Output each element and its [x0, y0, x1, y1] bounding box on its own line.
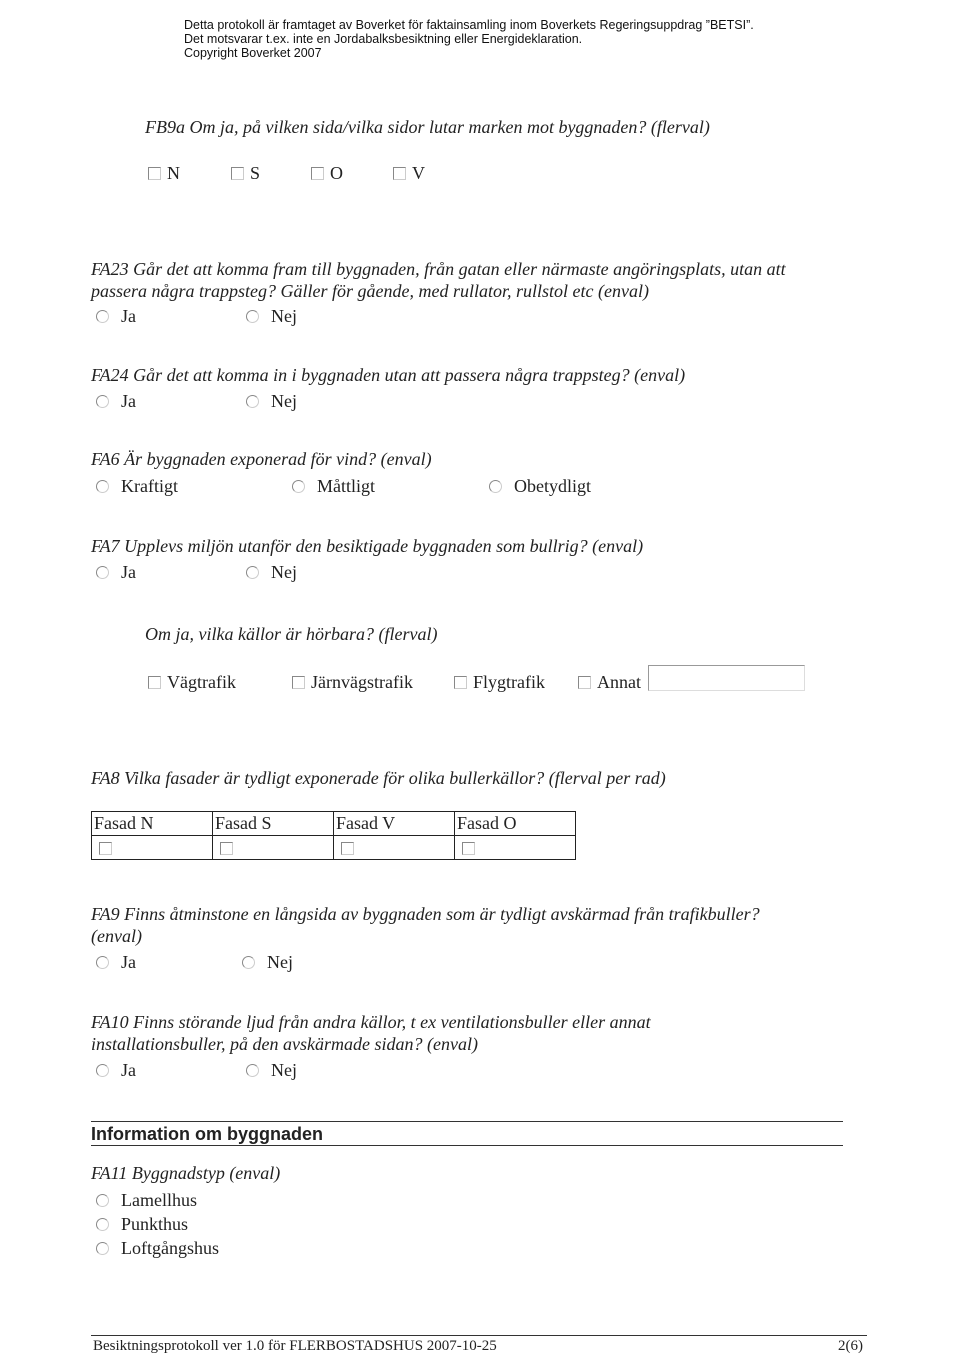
checkbox-icon[interactable]	[231, 167, 244, 180]
table-cell	[213, 836, 334, 860]
footer-rule	[91, 1335, 867, 1336]
radio-icon[interactable]	[96, 310, 109, 323]
fa24-question: FA24 Går det att komma in i byggnaden utan att passera några trappsteg? (enval)	[91, 365, 686, 385]
checkbox-icon[interactable]	[341, 842, 354, 855]
fa9-question-line-1: FA9 Finns åtminstone en långsida av byggnaden som är tydligt avskärmad från trafikbuller?	[91, 904, 760, 924]
fa6-question: FA6 Är byggnaden exponerad för vind? (enval)	[91, 449, 432, 469]
fa9-option-ja[interactable]: Ja	[96, 951, 136, 973]
checkbox-icon[interactable]	[462, 842, 475, 855]
radio-icon[interactable]	[246, 395, 259, 408]
table-cell	[334, 836, 455, 860]
fa7-other-text-field[interactable]	[648, 665, 805, 691]
table-cell	[455, 836, 576, 860]
fa7-option-nej[interactable]: Nej	[246, 561, 297, 583]
header-line-3: Copyright Boverket 2007	[184, 46, 322, 60]
fb9a-option-v[interactable]: V	[393, 162, 425, 184]
fa6-option-kraftigt[interactable]: Kraftigt	[96, 475, 178, 497]
fa9-question-line-2: (enval)	[91, 926, 142, 946]
radio-icon[interactable]	[96, 566, 109, 579]
fa11-option-lamellhus[interactable]: Lamellhus	[96, 1189, 197, 1211]
radio-icon[interactable]	[96, 1064, 109, 1077]
fa23-question-line-1: FA23 Går det att komma fram till byggnaden, från gatan eller närmaste angöringsplats, utan att	[91, 259, 786, 279]
section-title: Information om byggnaden	[91, 1124, 323, 1144]
fa10-option-ja[interactable]: Ja	[96, 1059, 136, 1081]
fa6-option-obetydligt[interactable]: Obetydligt	[489, 475, 591, 497]
checkbox-icon[interactable]	[220, 842, 233, 855]
radio-icon[interactable]	[242, 956, 255, 969]
fa7-source-vagtrafik[interactable]: Vägtrafik	[148, 671, 236, 693]
checkbox-icon[interactable]	[454, 676, 467, 689]
footer-left: Besiktningsprotokoll ver 1.0 för FLERBOSTADSHUS 2007-10-25	[93, 1338, 497, 1354]
header-line-2: Det motsvarar t.ex. inte en Jordabalksbesiktning eller Energideklaration.	[184, 32, 583, 46]
fa7-source-jarnvagstrafik[interactable]: Järnvägstrafik	[292, 671, 413, 693]
fa7-sub-question: Om ja, vilka källor är hörbara? (flerval)	[145, 624, 438, 644]
fa11-question: FA11 Byggnadstyp (enval)	[91, 1163, 281, 1183]
fa10-question-line-1: FA10 Finns störande ljud från andra källor, t ex ventilationsbuller eller annat	[91, 1012, 651, 1032]
checkbox-icon[interactable]	[148, 167, 161, 180]
checkbox-icon[interactable]	[578, 676, 591, 689]
radio-icon[interactable]	[489, 480, 502, 493]
fa6-option-mattligt[interactable]: Måttligt	[292, 475, 375, 497]
fb9a-option-o[interactable]: O	[311, 162, 343, 184]
fb9a-option-s[interactable]: S	[231, 162, 260, 184]
fa7-option-ja[interactable]: Ja	[96, 561, 136, 583]
table-header-row	[92, 812, 576, 836]
radio-icon[interactable]	[292, 480, 305, 493]
checkbox-icon[interactable]	[292, 676, 305, 689]
fa11-option-loftgangshus[interactable]: Loftgångshus	[96, 1237, 219, 1259]
table-row	[92, 836, 576, 860]
radio-icon[interactable]	[246, 566, 259, 579]
footer-page-number: 2(6)	[838, 1338, 863, 1354]
header-line-1: Detta protokoll är framtaget av Boverket för faktainsamling inom Boverkets Regeringsuppdrag ”BETSI”.	[184, 18, 754, 32]
fb9a-option-n[interactable]: N	[148, 162, 180, 184]
radio-icon[interactable]	[246, 1064, 259, 1077]
fa7-source-annat[interactable]: Annat	[578, 671, 641, 693]
fa24-option-nej[interactable]: Nej	[246, 390, 297, 412]
radio-icon[interactable]	[96, 956, 109, 969]
fa10-question-line-2: installationsbuller, på den avskärmade sidan? (enval)	[91, 1034, 478, 1054]
fa7-source-flygtrafik[interactable]: Flygtrafik	[454, 671, 545, 693]
column-header: Fasad V	[334, 812, 455, 836]
checkbox-icon[interactable]	[393, 167, 406, 180]
column-header: Fasad N	[92, 812, 213, 836]
column-header: Fasad O	[455, 812, 576, 836]
fa23-option-ja[interactable]: Ja	[96, 305, 136, 327]
fb9a-question: FB9a Om ja, på vilken sida/vilka sidor lutar marken mot byggnaden? (flerval)	[145, 117, 710, 137]
radio-icon[interactable]	[96, 1194, 109, 1207]
checkbox-icon[interactable]	[148, 676, 161, 689]
checkbox-icon[interactable]	[99, 842, 112, 855]
radio-icon[interactable]	[246, 310, 259, 323]
radio-icon[interactable]	[96, 1242, 109, 1255]
radio-icon[interactable]	[96, 480, 109, 493]
fa23-question-line-2: passera några trappsteg? Gäller för gående, med rullator, rullstol etc (enval)	[91, 281, 649, 301]
section-rule-bottom	[91, 1145, 843, 1146]
fa9-option-nej[interactable]: Nej	[242, 951, 293, 973]
fa8-question: FA8 Vilka fasader är tydligt exponerade för olika bullerkällor? (flerval per rad)	[91, 768, 666, 788]
fa7-question: FA7 Upplevs miljön utanför den besiktigade byggnaden som bullrig? (enval)	[91, 536, 644, 556]
checkbox-icon[interactable]	[311, 167, 324, 180]
fa10-option-nej[interactable]: Nej	[246, 1059, 297, 1081]
fa23-option-nej[interactable]: Nej	[246, 305, 297, 327]
radio-icon[interactable]	[96, 395, 109, 408]
fa8-facade-table	[91, 811, 576, 860]
column-header: Fasad S	[213, 812, 334, 836]
radio-icon[interactable]	[96, 1218, 109, 1231]
fa24-option-ja[interactable]: Ja	[96, 390, 136, 412]
fa11-option-punkthus[interactable]: Punkthus	[96, 1213, 188, 1235]
section-rule-top	[91, 1121, 843, 1122]
table-cell	[92, 836, 213, 860]
